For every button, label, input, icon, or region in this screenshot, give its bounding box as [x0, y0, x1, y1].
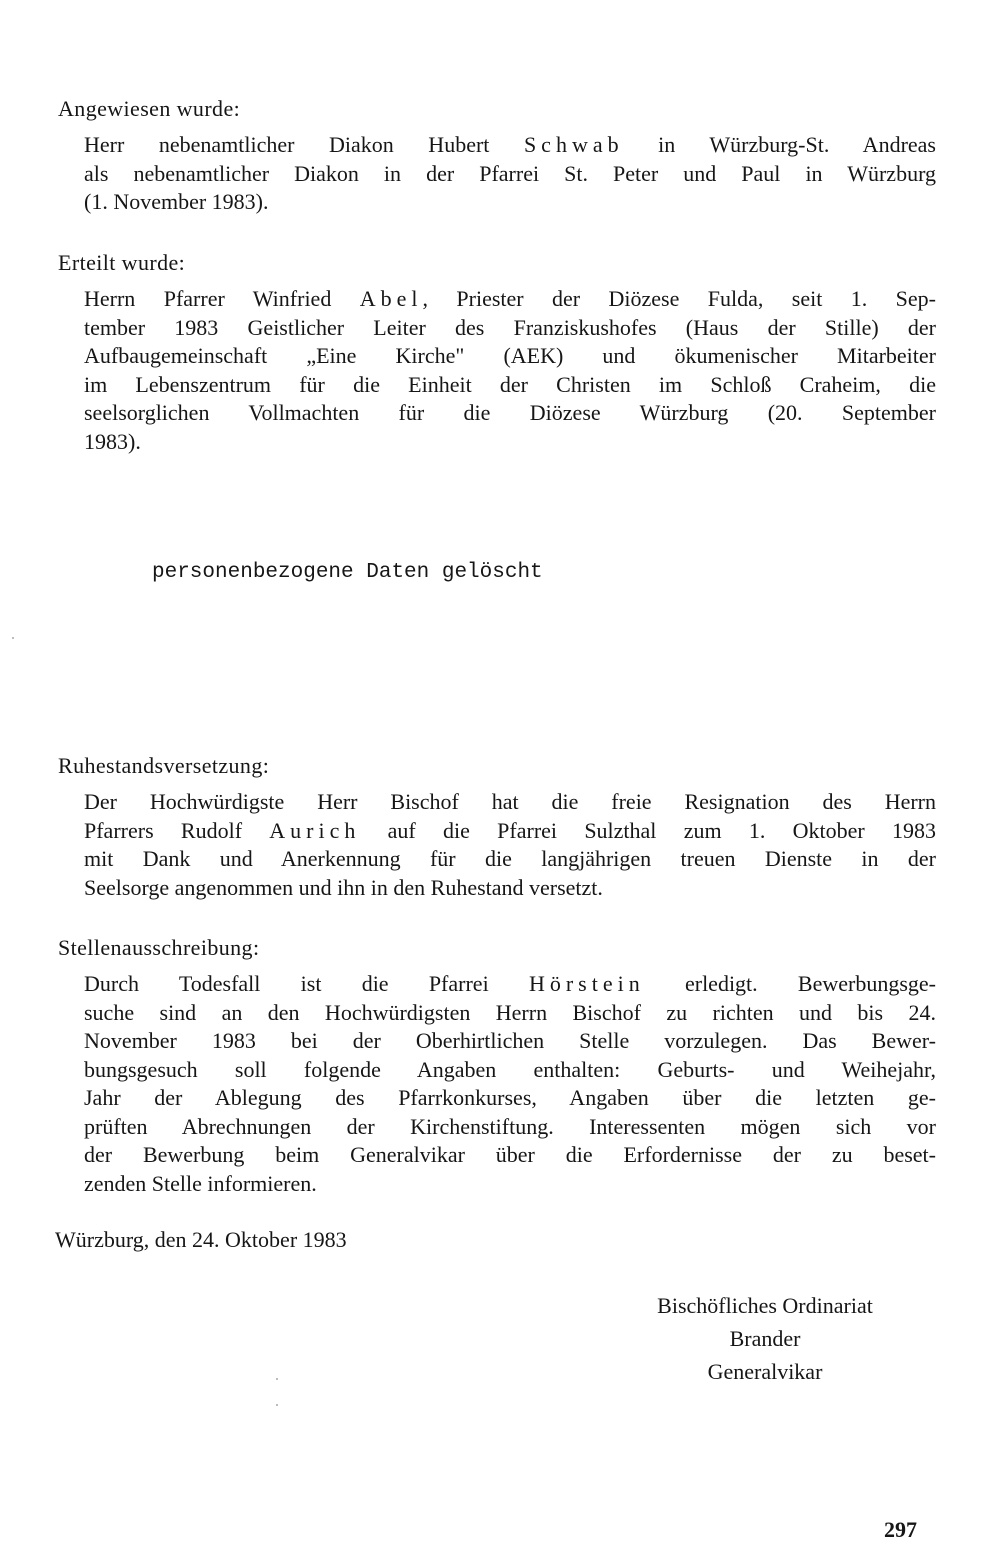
paragraph-stellen	[84, 970, 936, 1198]
place-date: Würzburg, den 24. Oktober 1983	[55, 1227, 347, 1252]
text-line: suche sind an den Hochwürdigsten Herrn Bischof zu richten und bis 24.	[84, 999, 936, 1025]
text-line: Der Hochwürdigste Herr Bischof hat die freie Resignation des Herrn	[84, 789, 936, 814]
paragraph-angewiesen	[84, 131, 936, 217]
text-line: Durch Todesfall ist die Pfarrei Hörstein erledigt. Bewerbungsge-	[84, 971, 936, 996]
paragraph-erteilt	[84, 285, 936, 456]
signature-office: Bischöfliches Ordinariat	[657, 1293, 873, 1318]
spaced-name: Hörstein	[528, 971, 645, 996]
scan-speck	[12, 637, 14, 639]
heading-angewiesen: Angewiesen wurde:	[58, 96, 241, 121]
spaced-name: Schwab	[523, 132, 624, 157]
text-line: zenden Stelle informieren.	[84, 1170, 317, 1196]
text-line: Seelsorge angenommen und ihn in den Ruhestand versetzt.	[84, 874, 603, 900]
heading-ruhestand: Ruhestandsversetzung:	[58, 753, 270, 778]
text-line: tember 1983 Geistlicher Leiter des Franziskushofes (Haus der Stille) der	[84, 314, 936, 340]
text-line: bungsgesuch soll folgende Angaben enthalten: Geburts- und Weihejahr,	[84, 1056, 936, 1082]
text-line: 1983).	[84, 428, 141, 454]
text-line: mit Dank und Anerkennung für die langjährigen treuen Dienste in der	[84, 846, 936, 871]
heading-stellen: Stellenausschreibung:	[58, 935, 260, 960]
text-line: prüften Abrechnungen der Kirchenstiftung. Interessenten mögen sich vor	[84, 1113, 936, 1139]
text-line: November 1983 bei der Oberhirtlichen Stelle vorzulegen. Das Bewer-	[84, 1028, 936, 1053]
signature-block	[600, 1289, 930, 1388]
scan-speck	[276, 1378, 278, 1380]
text-line: im Lebenszentrum für die Einheit der Christen im Schloß Craheim, die	[84, 371, 936, 397]
scan-speck	[276, 1404, 278, 1406]
text-line: (1. November 1983).	[84, 189, 269, 214]
text-line: Herrn Pfarrer Winfried Abel, Priester der Diözese Fulda, seit 1. Sep-	[84, 286, 936, 311]
heading-erteilt: Erteilt wurde:	[58, 250, 186, 275]
signature-title: Generalvikar	[707, 1359, 823, 1384]
text-line: seelsorglichen Vollmachten für die Diözese Würzburg (20. September	[84, 400, 936, 425]
signature-name: Brander	[729, 1326, 801, 1351]
text-line: der Bewerbung beim Generalvikar über die Erfordernisse der zu beset-	[84, 1142, 936, 1167]
redaction-note: personenbezogene Daten gelöscht	[152, 561, 543, 584]
spaced-name: Aurich	[269, 817, 361, 843]
page-number: 297	[884, 1517, 917, 1542]
paragraph-ruhestand	[84, 788, 936, 902]
text-line: als nebenamtlicher Diakon in der Pfarrei St. Peter und Paul in Würzburg	[84, 160, 936, 186]
spaced-name: Abel	[359, 286, 423, 311]
text-line: Jahr der Ablegung des Pfarrkonkurses, Angaben über die letzten ge-	[84, 1085, 936, 1110]
text-line: Pfarrers Rudolf Aurich auf die Pfarrei Sulzthal zum 1. Oktober 1983	[84, 817, 936, 843]
text-line: Herr nebenamtlicher Diakon Hubert Schwab in Würzburg-St. Andreas	[84, 132, 936, 157]
text-line: Aufbaugemeinschaft „Eine Kirche" (AEK) und ökumenischer Mitarbeiter	[84, 343, 936, 368]
